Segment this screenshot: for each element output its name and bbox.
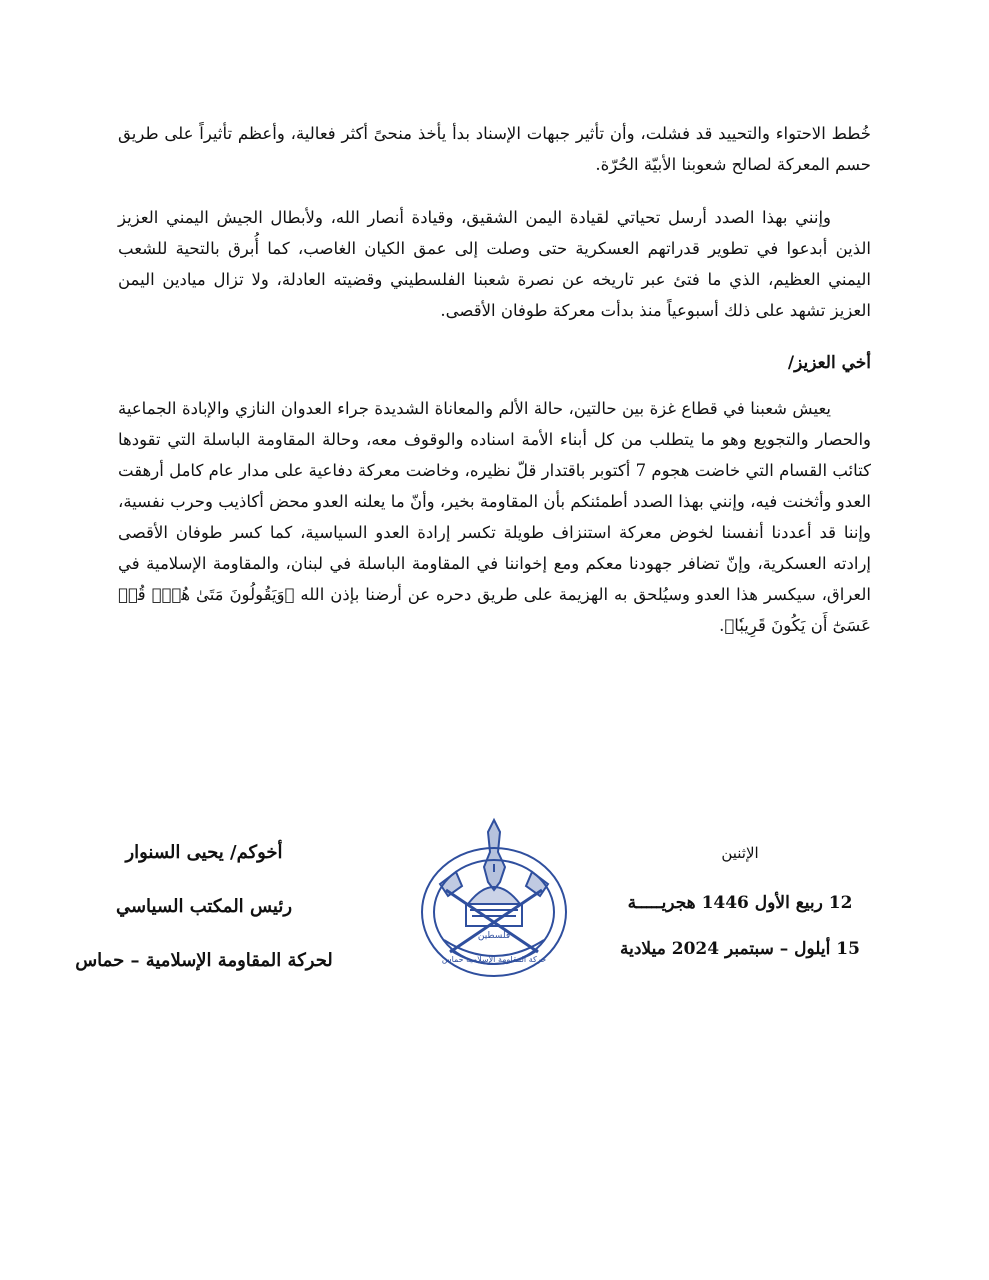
signature-block (39, 840, 369, 1002)
hamas-seal-logo (410, 812, 578, 982)
salutation-heading: أخي العزيز/ (787, 353, 871, 373)
signature-organization: لحركة المقاومة الإسلامية – حماس (75, 950, 333, 971)
date-hijri: 12 ربيع الأول 1446 هجريـــــة (627, 893, 853, 913)
seal-top-text: فلسطين (477, 931, 511, 941)
date-gregorian: 15 أيلول – سبتمبر 2024 ميلادية (620, 939, 860, 959)
paragraph-3: يعيش شعبنا في قطاع غزة بين حالتين، حالة الألم والمعاناة الشديدة جراء العدوان النازي والإبادة الجماعية والحصار والتجويع وهو ما يتطلب من كل أبناء الأمة اسناده والوقوف معه، وحالة المقاومة الباسلة التي تقودها كتائب القسام التي خاضت هجوم 7 أكتوبر باقتدار قلّ نظيره، وخاضت معركة دفاعية على مدار عام كامل أرهقت العدو وأثخنت فيه، وإنني بهذا الصدد أطمئنكم بأن المقاومة بخير، وأنّ ما يعلنه العدو محض أكاذيب وحرب نفسية، وإننا قد أعددنا أنفسنا لخوض معركة استنزاف طويلة تكسر إرادة العدو السياسية، كما كسر طوفان الأقصى إرادته العسكرية، وإنّ تضافر جهودنا معكم ومع إخواننا في المقاومة الباسلة في لبنان، والمقاومة الإسلامية في العراق، سيكسر هذا العدو وسيُلحق به الهزيمة على طريق دحره عن أرضنا بإذن الله ﴿وَيَقُولُونَ مَتَىٰ هُوَۖ قُلۡ عَسَىٰٓ أَن يَكُونَ قَرِيبٗا﴾. (118, 399, 871, 635)
paragraph-2: وإنني بهذا الصدد أرسل تحياتي لقيادة اليمن الشقيق، وقيادة أنصار الله، ولأبطال الجيش اليمني العزيز الذين أبدعوا في تطوير قدراتهم العسكرية حتى وصلت إلى عمق الكيان الغاصب، كما أُبرق بالتحية للشعب اليمني العظيم، الذي ما فتئ عبر تاريخه عن نصرة شعبنا الفلسطيني وقضيته العادلة، ولا تزال ميادين اليمن العزيز تشهد على ذلك أسبوعياً منذ بدأت معركة طوفان الأقصى. (118, 208, 871, 320)
date-block (590, 840, 890, 982)
date-day: الإثنين (721, 844, 759, 862)
seal-ring-text: حركة المقاومة الإسلامية حماس (441, 955, 547, 964)
paragraph-1: خُطط الاحتواء والتحييد قد فشلت، وأن تأثير جبهات الإسناد بدأ يأخذ منحىً أكثر فعالية، وأعظم تأثيراً على طريق حسم المعركة لصالح شعوبنا الأبيّة الحُرّة. (118, 124, 871, 174)
signature-title: رئيس المكتب السياسي (115, 896, 293, 917)
signature-name: أخوكم/ يحيى السنوار (125, 842, 283, 863)
letter-body (118, 118, 871, 641)
